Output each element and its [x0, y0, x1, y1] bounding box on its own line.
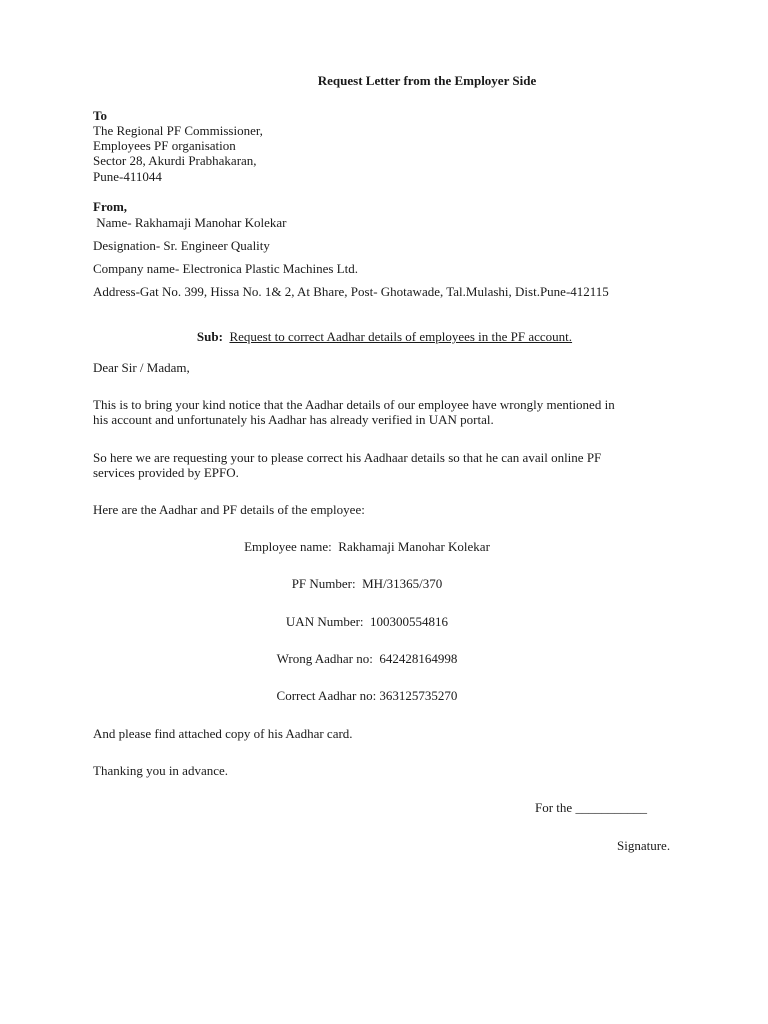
paragraph-line: his account and unfortunately his Aadhar has already verified in UAN portal.: [93, 412, 494, 427]
uan-number: UAN Number: 100300554816: [285, 614, 449, 629]
from-designation: Designation- Sr. Engineer Quality: [93, 238, 270, 253]
signature-label: Signature.: [617, 838, 671, 853]
subject-line: [93, 329, 676, 344]
from-heading: From,: [93, 199, 128, 214]
paragraph-line: So here we are requesting your to please correct his Aadhaar details so that he can avail online PF: [93, 450, 602, 465]
to-heading: To: [93, 108, 107, 123]
paragraph-line: services provided by EPFO.: [93, 465, 239, 480]
pf-number: PF Number: MH/31365/370: [291, 576, 443, 591]
from-company: Company name- Electronica Plastic Machines Ltd.: [93, 261, 358, 276]
paragraph-line: Here are the Aadhar and PF details of the employee:: [93, 502, 365, 517]
to-line: Employees PF organisation: [93, 138, 236, 153]
to-line: The Regional PF Commissioner,: [93, 123, 263, 138]
subject-text: Request to correct Aadhar details of employees in the PF account.: [229, 329, 573, 344]
letter-title: Request Letter from the Employer Side: [317, 73, 537, 88]
thanks-line: Thanking you in advance.: [93, 763, 229, 778]
from-name: Name- Rakhamaji Manohar Kolekar: [93, 215, 287, 230]
salutation: Dear Sir / Madam,: [93, 360, 190, 375]
attachment-note: And please find attached copy of his Aadhar card.: [93, 726, 353, 741]
from-address: Address-Gat No. 399, Hissa No. 1& 2, At Bhare, Post- Ghotawade, Tal.Mulashi, Dist.Pune-412115: [93, 284, 609, 299]
subject-label: Sub:: [196, 329, 223, 344]
correct-aadhar: Correct Aadhar no: 363125735270: [276, 688, 458, 703]
for-the-line: For the ___________: [535, 800, 647, 815]
to-line: Pune-411044: [93, 169, 162, 184]
to-line: Sector 28, Akurdi Prabhakaran,: [93, 153, 257, 168]
wrong-aadhar: Wrong Aadhar no: 642428164998: [276, 651, 458, 666]
employee-name: Employee name: Rakhamaji Manohar Kolekar: [244, 539, 490, 554]
paragraph-line: This is to bring your kind notice that the Aadhar details of our employee have wrongly mentioned in: [93, 397, 615, 412]
